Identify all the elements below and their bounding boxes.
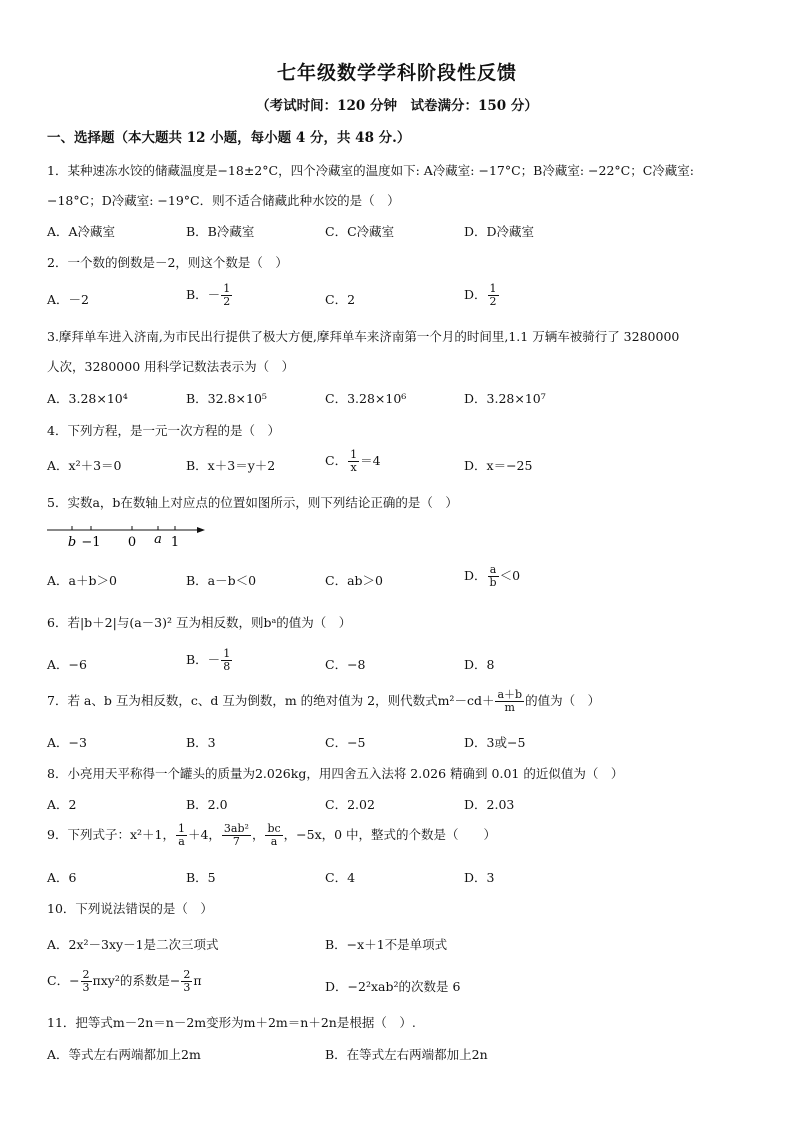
q4-option-d: D．x＝−25 [464,458,533,473]
question-9: 9．下列式子：x²＋1， $\frac{1}{a}$ ＋4， $\frac{\text{3ab²}}{7}$ ， $\frac{bc}{a}$ ，−5x，0 中，整式的个数是（ ） [47,822,497,848]
q4-option-a: A．x²＋3＝0 [47,458,122,473]
question-3-line-1: 3.摩拜单车进入济南,为市民出行提供了极大方便,摩拜单车来济南第一个月的时间里,1.1 万辆车被骑行了 3280000 [47,329,680,344]
q2-option-c: C．2 [325,292,356,307]
q6-option-b: B．－ $\frac{1}{8}$ [186,647,231,673]
axis-label-a: a [154,532,162,547]
question-7: 7．若 a、b 互为相反数，c、d 互为倒数，m 的绝对值为 2，则代数式m²－cd＋ $\frac{a+b}{m}$ 的值为（ ） [47,688,601,714]
question-1-line-2: −18°C；D冷藏室: −19°C．则不适合储藏此种水饺的是（ ） [47,193,400,208]
q5-option-a: A．a＋b＞0 [47,573,117,588]
q2-option-b: B．－ $\frac{1}{2}$ [186,282,231,308]
q9-option-b: B．5 [186,870,216,885]
q11-option-b: B．在等式左右两端都加上2n [325,1047,488,1062]
q6-option-d: D．8 [464,657,495,672]
arrow-head-icon [197,527,205,533]
q1-option-c: C．C冷藏室 [325,224,395,239]
q9-option-a: A．6 [47,870,77,885]
q10-option-d: D．−2²xab²的次数是 6 [325,979,461,994]
q5-option-c: C．ab＞0 [325,573,383,588]
page-title: 七年级数学学科阶段性反馈 [276,62,517,84]
q8-option-c: C．2.02 [325,797,375,812]
q1-option-d: D．D冷藏室 [464,224,535,239]
axis-label-minus-1: −1 [81,535,101,550]
question-2: 2．一个数的倒数是－2，则这个数是（ ） [47,255,288,270]
question-10: 10．下列说法错误的是（ ） [47,901,213,916]
section-heading: 一、选择题（本大题共 12 小题，每小题 4 分，共 48 分.） [47,130,411,146]
q2-option-a: A．－2 [47,292,89,307]
q4-option-c: C． $\frac{1}{x}$ ＝4 [325,448,381,474]
q3-option-d: D．3.28×10⁷ [464,391,546,406]
q5-option-b: B．a－b＜0 [186,573,257,588]
question-3-line-2: 人次，3280000 用科学记数法表示为（ ） [47,359,295,374]
axis-label-1: 1 [170,535,180,550]
q3-option-a: A．3.28×10⁴ [47,391,128,406]
q10-option-b: B．−x＋1不是单项式 [325,937,448,952]
q8-option-a: A．2 [47,797,77,812]
q1-option-a: A．A冷藏室 [47,224,116,239]
q7-option-c: C．−5 [325,735,366,750]
question-6: 6．若|b＋2|与(a－3)² 互为相反数，则bᵃ的值为（ ） [47,615,352,630]
axis-label-b: b [67,535,77,550]
question-8: 8．小亮用天平称得一个罐头的质量为2.026kg，用四舍五入法将 2.026 精确到 0.01 的近似值为（ ） [47,766,624,781]
q9-option-d: D．3 [464,870,495,885]
q10-option-c: C．− $\frac{2}{3}$ πxy²的系数是− $\frac{2}{3}$ π [47,968,202,994]
q7-option-b: B．3 [186,735,216,750]
q8-option-d: D．2.03 [464,797,515,812]
q8-option-b: B．2.0 [186,797,228,812]
q10-option-a: A．2x²－3xy－1是二次三项式 [47,937,219,952]
question-5: 5．实数a，b在数轴上对应点的位置如图所示，则下列结论正确的是（ ） [47,495,458,510]
q1-option-b: B．B冷藏室 [186,224,255,239]
q4-option-b: B．x＋3＝y＋2 [186,458,276,473]
q11-option-a: A．等式左右两端都加上2m [47,1047,201,1062]
question-4: 4．下列方程，是一元一次方程的是（ ） [47,423,280,438]
q3-option-b: B．32.8×10⁵ [186,391,267,406]
question-11: 11．把等式m－2n＝n－2m变形为m＋2m＝n＋2n是根据（ ）. [47,1015,416,1030]
q2-option-d: D． $\frac{1}{2}$ [464,282,497,308]
exam-info: （考试时间：120 分钟 试卷满分：150 分） [256,98,538,114]
question-1-line-1: 1．某种速冻水饺的储藏温度是−18±2°C，四个冷藏室的温度如下: A冷藏室: −17°C；B冷藏室: −22°C；C冷藏室: [47,163,695,178]
q5-option-d: D． $\frac{a}{b}$ ＜0 [464,563,521,589]
q7-option-a: A．−3 [47,735,87,750]
q6-option-a: A．−6 [47,657,87,672]
q9-option-c: C．4 [325,870,356,885]
q3-option-c: C．3.28×10⁶ [325,391,407,406]
number-line-figure [45,522,210,550]
axis-label-0: 0 [127,535,137,550]
q7-option-d: D．3或−5 [464,735,526,750]
q6-option-c: C．−8 [325,657,366,672]
